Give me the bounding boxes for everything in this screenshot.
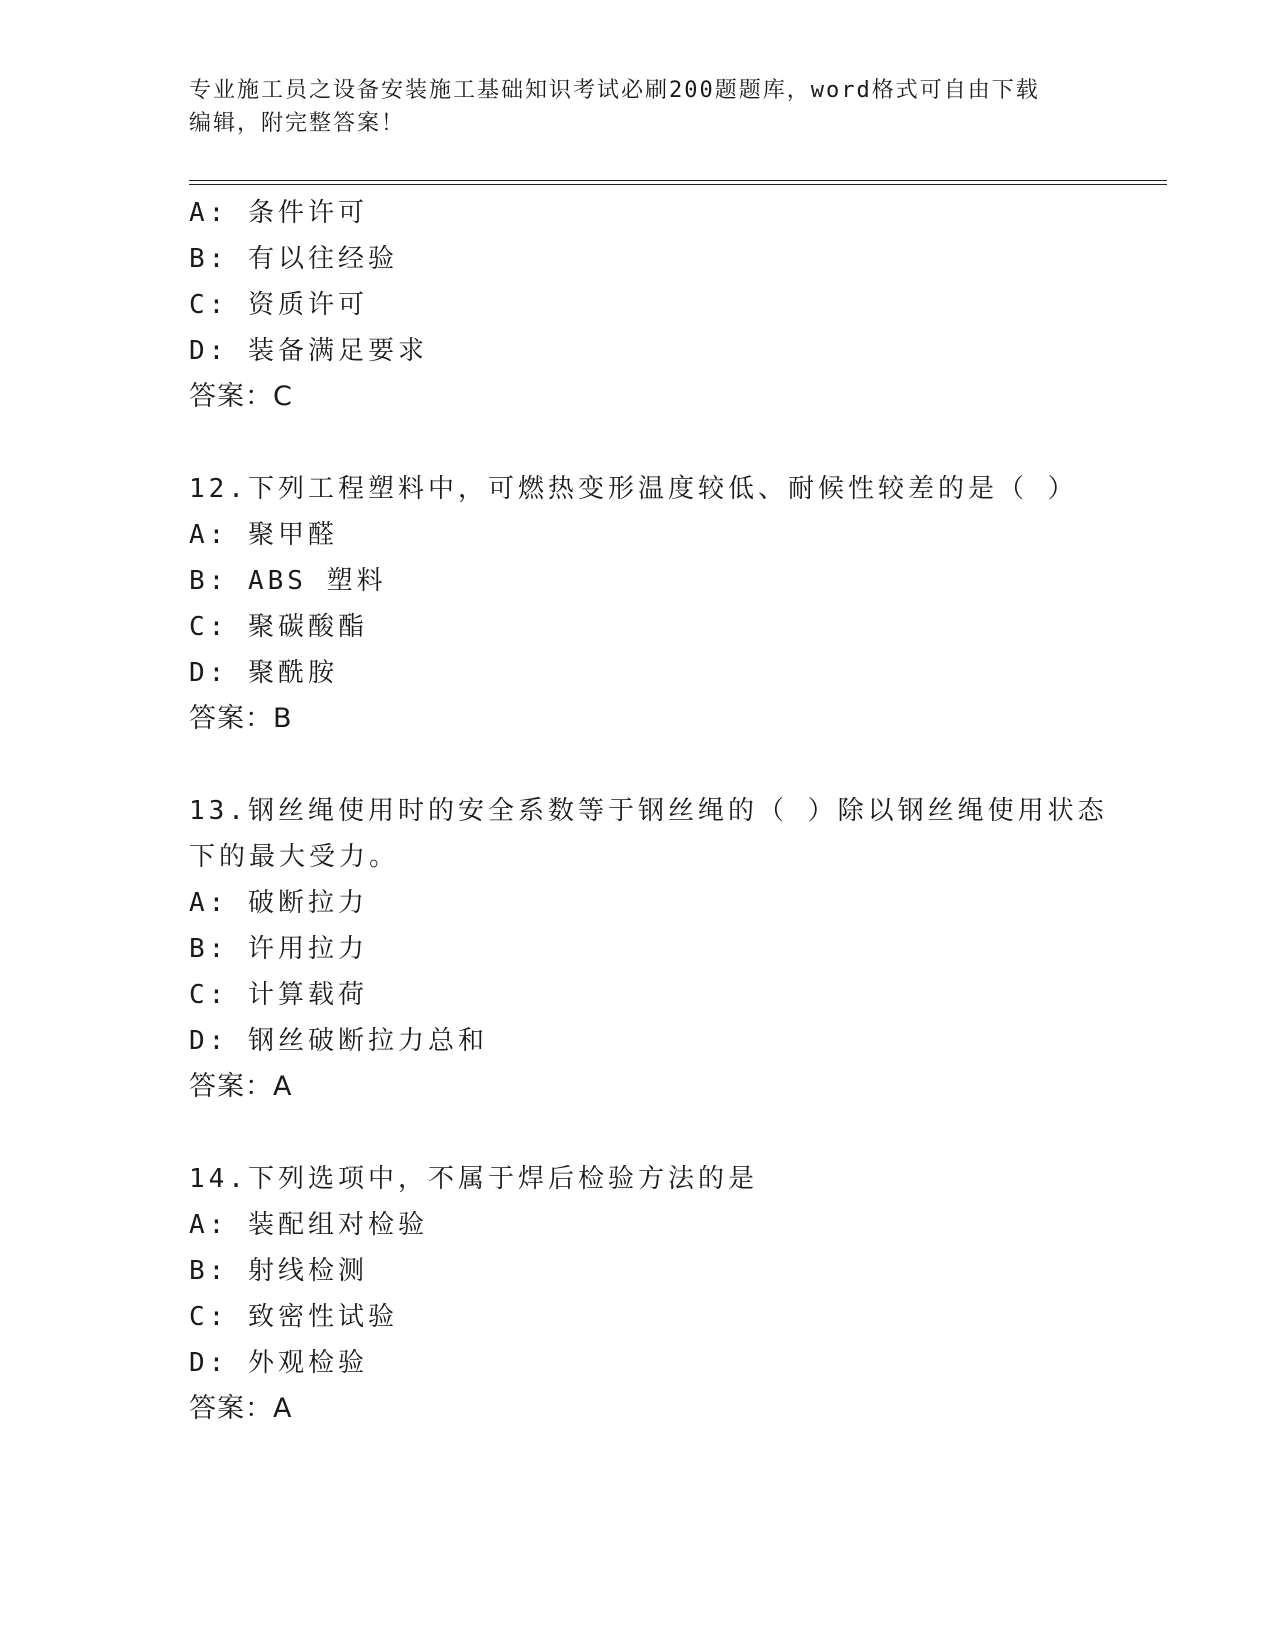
option-d: D: 装备满足要求 [189, 336, 428, 366]
question-list [189, 190, 1108, 1432]
option-a: A: 聚甲醛 [189, 520, 338, 550]
option-c: C: 聚碳酸酯 [189, 612, 368, 642]
answer: 答案：B [189, 703, 293, 734]
header-divider-top [189, 180, 1167, 181]
option-a: A: 条件许可 [189, 198, 368, 228]
header-line-2: 编辑，附完整答案！ [189, 111, 406, 136]
answer: 答案：C [189, 381, 293, 412]
question-12 [189, 466, 1089, 742]
option-b: B: 许用拉力 [189, 934, 368, 964]
option-d: D: 聚酰胺 [189, 658, 338, 688]
question-11 [189, 190, 1089, 420]
option-d: D: 外观检验 [189, 1348, 368, 1378]
question-text: 14.下列选项中，不属于焊后检验方法的是 [189, 1164, 758, 1194]
spacer [189, 742, 1089, 788]
option-d: D: 钢丝破断拉力总和 [189, 1026, 488, 1056]
question-text: 12.下列工程塑料中，可燃热变形温度较低、耐候性较差的是（ ） [189, 474, 1078, 504]
header-divider-bottom [189, 184, 1167, 185]
spacer [189, 420, 1089, 466]
spacer [189, 1110, 1089, 1156]
option-c: C: 致密性试验 [189, 1302, 398, 1332]
option-b: B: 有以往经验 [189, 244, 398, 274]
header-line-1: 专业施工员之设备安装施工基础知识考试必刷200题题库，word格式可自由下载 [189, 78, 1040, 103]
question-13 [189, 788, 1108, 1110]
answer: 答案：A [189, 1071, 293, 1102]
question-14 [189, 1156, 1089, 1432]
question-text-line-2: 下的最大受力。 [189, 842, 400, 872]
question-text-line-1: 13.钢丝绳使用时的安全系数等于钢丝绳的（ ）除以钢丝绳使用状态 [189, 796, 1108, 826]
option-c: C: 资质许可 [189, 290, 368, 320]
option-b: B: ABS 塑料 [189, 566, 387, 596]
answer: 答案：A [189, 1393, 293, 1424]
document-header [189, 74, 1069, 140]
option-b: B: 射线检测 [189, 1256, 368, 1286]
option-a: A: 装配组对检验 [189, 1210, 428, 1240]
option-a: A: 破断拉力 [189, 888, 368, 918]
option-c: C: 计算载荷 [189, 980, 368, 1010]
